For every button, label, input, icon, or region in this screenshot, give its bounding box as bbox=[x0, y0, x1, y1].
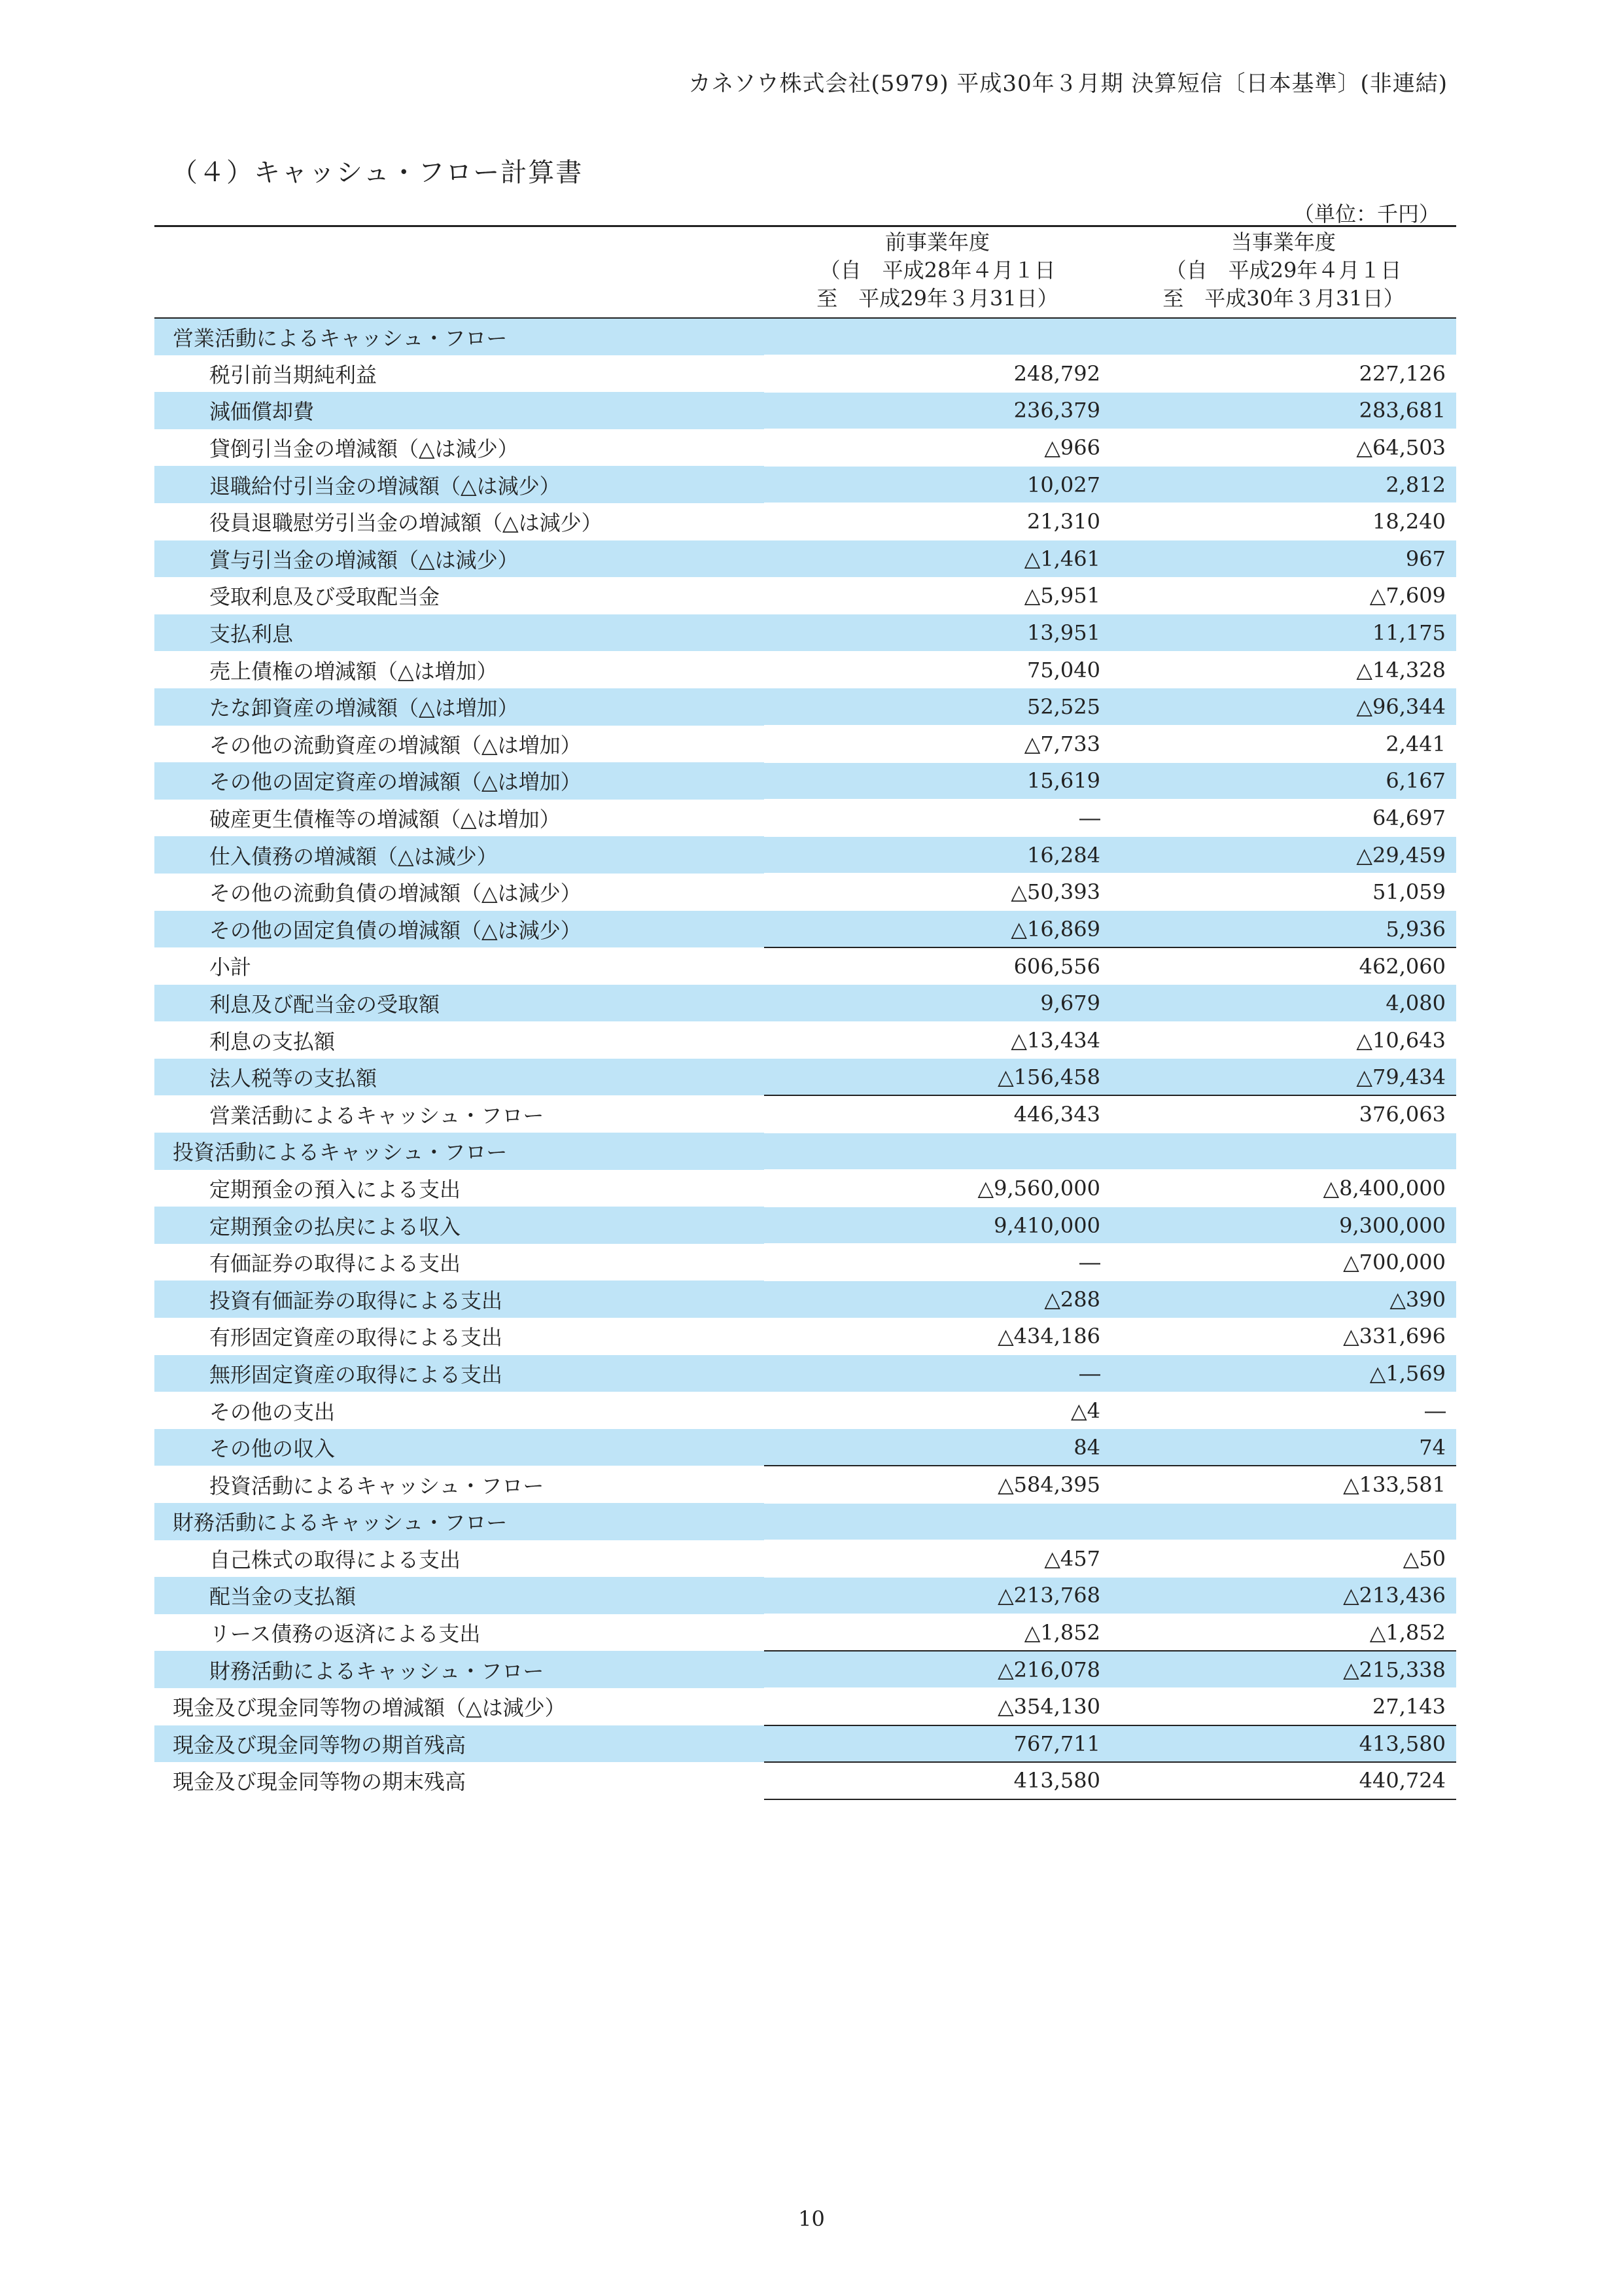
table-row bbox=[154, 1170, 1456, 1207]
prev-value: 15,619 bbox=[764, 762, 1111, 800]
row-label: 利息の支払額 bbox=[209, 1029, 336, 1054]
prev-value bbox=[764, 1133, 1111, 1170]
curr-value: 5,936 bbox=[1111, 911, 1456, 948]
curr-value: △8,400,000 bbox=[1111, 1170, 1456, 1207]
curr-value: △79,434 bbox=[1111, 1059, 1456, 1096]
row-label: 現金及び現金同等物の期末残高 bbox=[173, 1769, 466, 1795]
prev-value: △16,869 bbox=[764, 911, 1111, 948]
row-label: その他の収入 bbox=[154, 1429, 764, 1466]
prev-value: 10,027 bbox=[764, 466, 1111, 503]
prev-value: △288 bbox=[764, 1280, 1111, 1318]
cash-flow-table bbox=[154, 225, 1456, 1800]
row-label: 役員退職慰労引当金の増減額（△は減少） bbox=[209, 510, 602, 536]
prev-period-header bbox=[764, 227, 1111, 318]
curr-value: 376,063 bbox=[1111, 1095, 1456, 1133]
curr-value: 283,681 bbox=[1111, 392, 1456, 429]
row-label: たな卸資産の増減額（△は増加） bbox=[154, 688, 764, 726]
unit-label: （単位：千円） bbox=[1293, 202, 1440, 226]
prev-value: ― bbox=[764, 800, 1111, 837]
prev-value: △434,186 bbox=[764, 1318, 1111, 1355]
table-row bbox=[154, 836, 1456, 874]
prev-value: △966 bbox=[764, 429, 1111, 467]
curr-value: 51,059 bbox=[1111, 874, 1456, 911]
row-label: 投資有価証券の取得による支出 bbox=[154, 1280, 764, 1318]
table-row bbox=[154, 1207, 1456, 1244]
prev-value: 606,556 bbox=[764, 947, 1111, 985]
row-label: 破産更生債権等の増減額（△は増加） bbox=[209, 807, 561, 832]
prev-value: 84 bbox=[764, 1429, 1111, 1466]
row-label: 営業活動によるキャッシュ・フロー bbox=[209, 1103, 544, 1128]
curr-value: 2,812 bbox=[1111, 466, 1456, 503]
curr-value: △213,436 bbox=[1111, 1577, 1456, 1614]
curr-value: 18,240 bbox=[1111, 503, 1456, 540]
row-label: 財務活動によるキャッシュ・フロー bbox=[154, 1651, 764, 1688]
row-label: 貸倒引当金の増減額（△は減少） bbox=[209, 436, 519, 462]
row-label: 税引前当期純利益 bbox=[209, 362, 377, 387]
prev-value: △584,395 bbox=[764, 1466, 1111, 1503]
prev-value: 75,040 bbox=[764, 651, 1111, 688]
summary-row bbox=[154, 1762, 1456, 1799]
table-row bbox=[154, 1392, 1456, 1429]
row-label: 定期預金の払戻による収入 bbox=[154, 1207, 764, 1244]
curr-value: △50 bbox=[1111, 1540, 1456, 1578]
prev-value bbox=[764, 1503, 1111, 1540]
row-label: 受取利息及び受取配当金 bbox=[209, 584, 440, 610]
row-label: その他の流動負債の増減額（△は減少） bbox=[209, 881, 582, 906]
curr-period-header bbox=[1111, 227, 1456, 318]
table-row bbox=[154, 503, 1456, 540]
table-row bbox=[154, 651, 1456, 688]
curr-value: △1,852 bbox=[1111, 1614, 1456, 1651]
table-row bbox=[154, 1318, 1456, 1355]
prev-value: △1,852 bbox=[764, 1614, 1111, 1651]
curr-value: 227,126 bbox=[1111, 355, 1456, 393]
row-label: 現金及び現金同等物の期首残高 bbox=[154, 1725, 764, 1763]
label-column-header bbox=[154, 227, 764, 318]
curr-period-to: 至 平成30年３月31日） bbox=[1162, 286, 1405, 311]
table-row bbox=[154, 1059, 1456, 1096]
table-row bbox=[154, 1429, 1456, 1466]
prev-value: ― bbox=[764, 1244, 1111, 1281]
table-row bbox=[154, 355, 1456, 393]
table-row bbox=[154, 985, 1456, 1022]
curr-value: △29,459 bbox=[1111, 836, 1456, 874]
total-row bbox=[154, 1466, 1456, 1503]
table-row bbox=[154, 318, 1456, 355]
curr-value: 74 bbox=[1111, 1429, 1456, 1466]
curr-value: 413,580 bbox=[1111, 1725, 1456, 1763]
table-row bbox=[154, 466, 1456, 503]
curr-value: ― bbox=[1111, 1392, 1456, 1429]
row-label: 投資活動によるキャッシュ・フロー bbox=[209, 1473, 544, 1498]
row-label: その他の固定資産の増減額（△は増加） bbox=[154, 762, 764, 800]
curr-value: △64,503 bbox=[1111, 429, 1456, 467]
prev-period-to: 至 平成29年３月31日） bbox=[816, 286, 1058, 311]
prev-value: △9,560,000 bbox=[764, 1170, 1111, 1207]
curr-value: 11,175 bbox=[1111, 614, 1456, 652]
row-label: その他の支出 bbox=[209, 1399, 336, 1424]
table-row bbox=[154, 1577, 1456, 1614]
section-row bbox=[154, 1133, 1456, 1170]
total-row bbox=[154, 1651, 1456, 1688]
page-number: 10 bbox=[798, 2206, 825, 2231]
prev-value: ― bbox=[764, 1355, 1111, 1392]
curr-value: 9,300,000 bbox=[1111, 1207, 1456, 1244]
prev-value: 9,410,000 bbox=[764, 1207, 1111, 1244]
prev-value: 9,679 bbox=[764, 985, 1111, 1022]
curr-value: 2,441 bbox=[1111, 726, 1456, 763]
table-row bbox=[154, 1244, 1456, 1281]
prev-value: △216,078 bbox=[764, 1651, 1111, 1688]
table-row bbox=[154, 762, 1456, 800]
table-row bbox=[154, 1021, 1456, 1059]
table-row bbox=[154, 1614, 1456, 1651]
row-label: 財務活動によるキャッシュ・フロー bbox=[154, 1503, 764, 1540]
prev-value: 52,525 bbox=[764, 688, 1111, 726]
curr-value: △331,696 bbox=[1111, 1318, 1456, 1355]
prev-value: △50,393 bbox=[764, 874, 1111, 911]
table-row bbox=[154, 874, 1456, 911]
row-label: 現金及び現金同等物の増減額（△は減少） bbox=[173, 1695, 566, 1721]
row-label: 無形固定資産の取得による支出 bbox=[154, 1355, 764, 1392]
curr-period-from: （自 平成29年４月１日 bbox=[1165, 258, 1402, 283]
prev-value: △4 bbox=[764, 1392, 1111, 1429]
curr-value bbox=[1111, 318, 1456, 355]
table-row bbox=[154, 1540, 1456, 1578]
row-label: 自己株式の取得による支出 bbox=[209, 1547, 461, 1572]
table-row bbox=[154, 540, 1456, 578]
row-label: 定期預金の預入による支出 bbox=[209, 1176, 461, 1202]
row-label: 法人税等の支払額 bbox=[154, 1059, 764, 1096]
table-row bbox=[154, 726, 1456, 763]
prev-value: 236,379 bbox=[764, 392, 1111, 429]
curr-value: 27,143 bbox=[1111, 1688, 1456, 1725]
prev-value: △5,951 bbox=[764, 577, 1111, 614]
curr-value: 967 bbox=[1111, 540, 1456, 578]
table-row bbox=[154, 577, 1456, 614]
row-label: 仕入債務の増減額（△は減少） bbox=[154, 836, 764, 874]
curr-value: △1,569 bbox=[1111, 1355, 1456, 1392]
curr-period-title: 当事業年度 bbox=[1230, 230, 1336, 255]
prev-value: 413,580 bbox=[764, 1762, 1111, 1799]
curr-value: 462,060 bbox=[1111, 947, 1456, 985]
prev-period-title: 前事業年度 bbox=[884, 230, 990, 255]
section-row bbox=[154, 1503, 1456, 1540]
curr-value: △390 bbox=[1111, 1280, 1456, 1318]
prev-period-from: （自 平成28年４月１日 bbox=[819, 258, 1056, 283]
row-label: 有形固定資産の取得による支出 bbox=[209, 1325, 503, 1351]
prev-value: 446,343 bbox=[764, 1095, 1111, 1133]
prev-value: 248,792 bbox=[764, 355, 1111, 393]
row-label: 賞与引当金の増減額（△は減少） bbox=[154, 540, 764, 578]
row-label: その他の固定負債の増減額（△は減少） bbox=[154, 911, 764, 948]
prev-value: △1,461 bbox=[764, 540, 1111, 578]
curr-value: 4,080 bbox=[1111, 985, 1456, 1022]
prev-value: 16,284 bbox=[764, 836, 1111, 874]
summary-row bbox=[154, 1688, 1456, 1725]
curr-value: △7,609 bbox=[1111, 577, 1456, 614]
prev-value: △354,130 bbox=[764, 1688, 1111, 1725]
prev-value: 21,310 bbox=[764, 503, 1111, 540]
curr-value: 64,697 bbox=[1111, 800, 1456, 837]
curr-value: △215,338 bbox=[1111, 1651, 1456, 1688]
curr-value: △700,000 bbox=[1111, 1244, 1456, 1281]
curr-value: 6,167 bbox=[1111, 762, 1456, 800]
curr-value: 440,724 bbox=[1111, 1762, 1456, 1799]
row-label: 利息及び配当金の受取額 bbox=[154, 985, 764, 1022]
table-row bbox=[154, 429, 1456, 467]
table-row bbox=[154, 911, 1456, 948]
row-label: 有価証券の取得による支出 bbox=[209, 1251, 461, 1277]
document-header: カネソウ株式会社(5979) 平成30年３月期 決算短信〔日本基準〕(非連結) bbox=[688, 71, 1448, 97]
prev-value: △13,434 bbox=[764, 1021, 1111, 1059]
row-label: その他の流動資産の増減額（△は増加） bbox=[209, 732, 582, 758]
table-row bbox=[154, 614, 1456, 652]
section-title: （４）キャッシュ・フロー計算書 bbox=[171, 158, 584, 188]
total-row bbox=[154, 1095, 1456, 1133]
curr-value bbox=[1111, 1503, 1456, 1540]
row-label: 小計 bbox=[209, 955, 252, 980]
table-row bbox=[154, 1355, 1456, 1392]
row-label: リース債務の返済による支出 bbox=[209, 1621, 481, 1647]
row-label: 配当金の支払額 bbox=[154, 1577, 764, 1614]
row-label: 支払利息 bbox=[154, 614, 764, 652]
table-row bbox=[154, 688, 1456, 726]
row-label: 売上債権の増減額（△は増加） bbox=[209, 658, 498, 684]
curr-value: △96,344 bbox=[1111, 688, 1456, 726]
summary-row bbox=[154, 1725, 1456, 1763]
row-label: 減価償却費 bbox=[154, 392, 764, 429]
prev-value bbox=[764, 318, 1111, 355]
table-row bbox=[154, 800, 1456, 837]
curr-value bbox=[1111, 1133, 1456, 1170]
subtotal-row bbox=[154, 947, 1456, 985]
curr-value: △14,328 bbox=[1111, 651, 1456, 688]
table-row bbox=[154, 392, 1456, 429]
prev-value: △156,458 bbox=[764, 1059, 1111, 1096]
row-label: 退職給付引当金の増減額（△は減少） bbox=[154, 466, 764, 503]
curr-value: △10,643 bbox=[1111, 1021, 1456, 1059]
prev-value: △457 bbox=[764, 1540, 1111, 1578]
prev-value: 767,711 bbox=[764, 1725, 1111, 1763]
row-label: 営業活動によるキャッシュ・フロー bbox=[154, 318, 764, 355]
table-row bbox=[154, 1280, 1456, 1318]
prev-value: △213,768 bbox=[764, 1577, 1111, 1614]
prev-value: 13,951 bbox=[764, 614, 1111, 652]
row-label: 投資活動によるキャッシュ・フロー bbox=[154, 1133, 764, 1170]
prev-value: △7,733 bbox=[764, 726, 1111, 763]
curr-value: △133,581 bbox=[1111, 1466, 1456, 1503]
